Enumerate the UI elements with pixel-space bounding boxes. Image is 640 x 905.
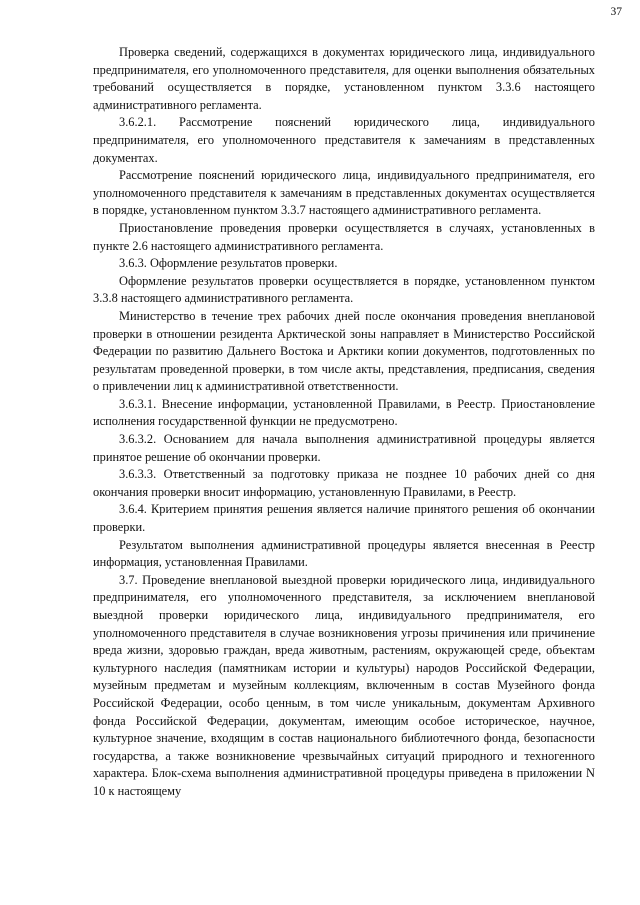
paragraph: 3.6.3.2. Основанием для начала выполнения административной процедуры является принятое решение об окончании проверки. (93, 432, 595, 464)
paragraph: 3.6.3.3. Ответственный за подготовку приказа не позднее 10 рабочих дней со дня окончания проверки вносит информацию, установленную Правилами, в Реестр. (93, 467, 595, 499)
paragraph: Проверка сведений, содержащихся в документах юридического лица, индивидуального предпринимателя, его уполномоченного представителя, для оценки выполнения обязательных требований осуществляется в порядке, установленном пунктом 3.3.6 настоящего административного регламента. (93, 45, 595, 112)
paragraph: Приостановление проведения проверки осуществляется в случаях, установленных в пункте 2.6 настоящего административного регламента. (93, 220, 595, 253)
page-number: 37 (610, 6, 622, 18)
document-body (93, 44, 595, 801)
paragraph: 3.7. Проведение внеплановой выездной проверки юридического лица, индивидуального предпринимателя, его уполномоченного представителя, за исключением внеплановой выездной проверки юридического лица, индивидуального предпринимателя, его уполномоченного представителя в случае возникновения угрозы причинения или причинение вреда жизни, здоровью граждан, вреда животным, растениям, окружающей среде, объектам культурного наследия (памятникам истории и культуры) народов Российской Федерации, музейным предметам и музейным коллекциям, включенным в состав Музейного фонда Российской Федерации, особо ценным, в том числе уникальным, документам Архивного фонда Российской Федерации, документам, имеющим особое историческое, научное, культурное значение, входящим в состав национального библиотечного фонда, безопасности государства, а также возникновение чрезвычайных ситуаций природного и техногенного характера. Блок-схема выполнения административной процедуры приведена в приложении N 10 к настоящему (93, 572, 595, 798)
paragraph: 3.6.3. Оформление результатов проверки. (119, 256, 338, 271)
paragraph: Результатом выполнения административной процедуры является внесенная в Реестр информация, установленная Правилами. (93, 537, 595, 570)
paragraph: 3.6.3.1. Внесение информации, установленной Правилами, в Реестр. Приостановление исполнения государственной функции не предусмотрено. (93, 396, 595, 429)
paragraph: Министерство в течение трех рабочих дней после окончания проведения внеплановой проверки в отношении резидента Арктической зоны направляет в Министерство Российской Федерации по развитию Дальнего Востока и Арктики копии документов, подготовленных по результатам проведенной проверки, в том числе акты, представления, предписания, сведения о привлечении лиц к административной ответственности. (93, 308, 595, 394)
paragraph: 3.6.2.1. Рассмотрение пояснений юридического лица, индивидуального предпринимателя, его уполномоченного представителя к замечаниям в представленных документах. (93, 115, 595, 165)
paragraph: 3.6.4. Критерием принятия решения является наличие принятого решения об окончании проверки. (93, 502, 595, 535)
paragraph: Рассмотрение пояснений юридического лица, индивидуального предпринимателя, его уполномоченного представителя к замечаниям в представленных документах осуществляется в порядке, установленном пунктом 3.3.7 настоящего административного регламента. (93, 168, 595, 218)
paragraph: Оформление результатов проверки осуществляется в порядке, установленном пунктом 3.3.8 настоящего административного регламента. (93, 273, 595, 306)
